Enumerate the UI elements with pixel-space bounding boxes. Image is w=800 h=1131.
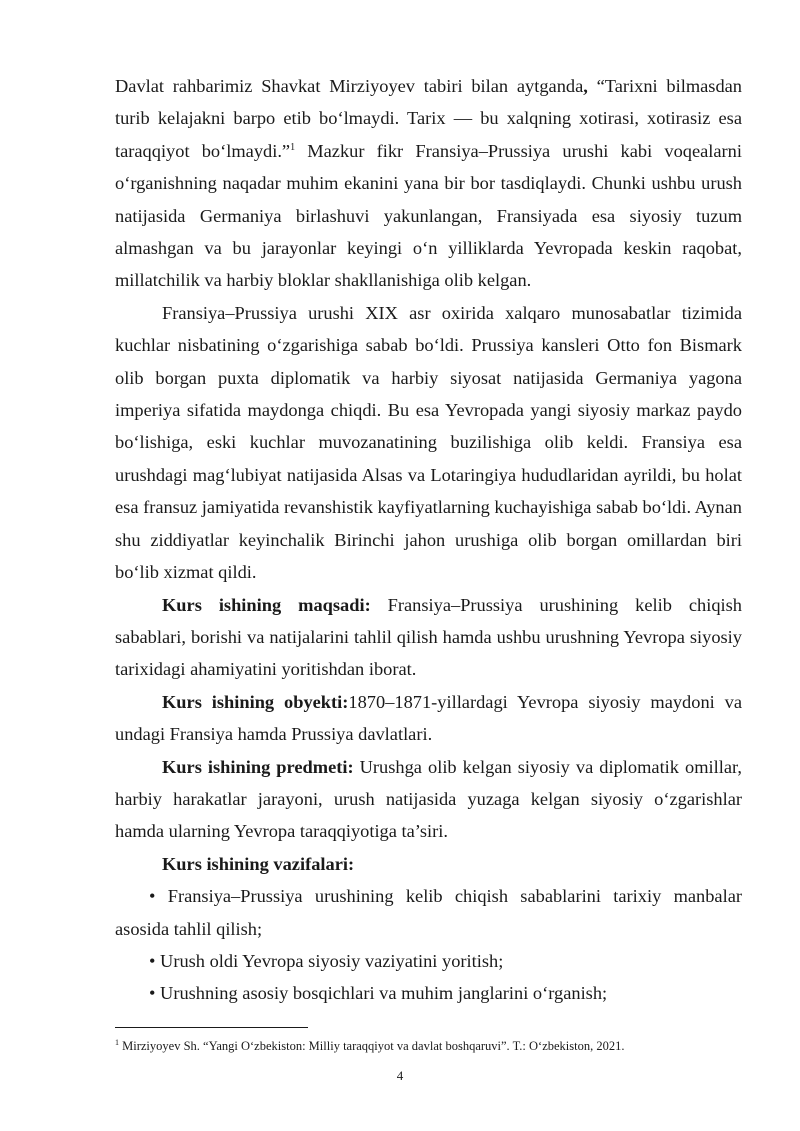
paragraph-course-goal [115,589,742,686]
task-item-2: • Urush oldi Yevropa siyosiy vaziyatini yoritish; [149,950,504,971]
president-quote: “Tarixni bilmasdan turib kelajakni barpo etib bo‘lmaydi. Tarix — bu xalqning xotirasi, xotirasiz esa taraqqiyot bo‘lmaydi.” [115,76,742,161]
task-item-1: • Fransiya–Prussiya urushining kelib chiqish sabablarini tarixiy manbalar asosida tahlil qilish; [115,886,742,939]
course-tasks-heading: Kurs ishining vazifalari: [162,853,355,874]
course-subject-label: Kurs ishining predmeti: [162,756,354,777]
body-text [115,70,742,1010]
course-object-label: Kurs ishining obyekti: [162,691,349,712]
intro-text: Davlat rahbarimiz Shavkat Mirziyoyev tabiri bilan aytganda [115,76,584,96]
paragraph-course-object [115,686,742,751]
intro-continuation: Mazkur fikr Fransiya–Prussiya urushi kabi voqealarni o‘rganishning naqadar muhim ekanini yana bir bor tasdiqlaydi. Chunki ushbu urush natijasida Germaniya birlashuvi yakunlangan, Fransiyada esa siyosiy tuzum almashgan va bu jarayonlar keyingi o‘n yilliklarda Yevropada keskin raqobat, millatchilik va harbiy bloklar shakllanishiga olib kelgan. [115,140,742,291]
footnote-divider [115,1027,308,1028]
footnote-text: Mirziyoyev Sh. “Yangi O‘zbekiston: Milliy taraqqiyot va davlat boshqaruvi”. T.: O‘zbekiston, 2021. [119,1039,625,1053]
paragraph-intro-quote [115,70,742,297]
paragraph-course-subject [115,751,742,848]
paragraph-war-significance: Fransiya–Prussiya urushi XIX asr oxirida xalqaro munosabatlar tizimida kuchlar nisbatining o‘zgarishiga sabab bo‘ldi. Prussiya kansleri Otto fon Bismark olib borgan puxta diplomatik va harbiy siyosat natijasida Germaniya yagona imperiya sifatida maydonga chiqdi. Bu esa Yevropada yangi siyosiy markaz paydo bo‘lishiga, eski kuchlar muvozanatining buzilishiga olib keldi. Fransiya esa urushdagi mag‘lubiyat natijasida Alsas va Lotaringiya hududlaridan ayrildi, bu holat esa fransuz jamiyatida revanshistik kayfiyatlarning kuchayishiga sabab bo‘ldi. Aynan shu ziddiyatlar keyinchalik Birinchi jahon urushiga olib borgan omillardan biri bo‘lib xizmat qildi. [115,302,742,583]
course-object-text: 1870–1871-yillardagi Yevropa siyosiy maydoni va undagi Fransiya hamda Prussiya davlatlari. [115,691,743,745]
bold-comma: , [583,76,588,96]
footnote-marker: 1 [115,1037,119,1047]
footnote-reference: 1 [290,141,296,153]
course-goal-label: Kurs ishining maqsadi: [162,594,371,615]
task-item-3: • Urushning asosiy bosqichlari va muhim janglarini o‘rganish; [149,983,608,1004]
page-number: 4 [396,1068,404,1083]
course-subject-text: Urushga olib kelgan siyosiy va diplomatik omillar, harbiy harakatlar jarayoni, urush natijasida yuzaga kelgan siyosiy o‘zgarishlar hamda ularning Yevropa taraqqiyotiga ta’siri. [115,756,743,842]
course-goal-text: Fransiya–Prussiya urushining kelib chiqish sabablari, borishi va natijalarini tahlil qilish hamda ushbu urushning Yevropa siyosiy tarixidagi ahamiyatini yoritishdan iborat. [115,594,742,680]
footnote [115,1038,755,1054]
